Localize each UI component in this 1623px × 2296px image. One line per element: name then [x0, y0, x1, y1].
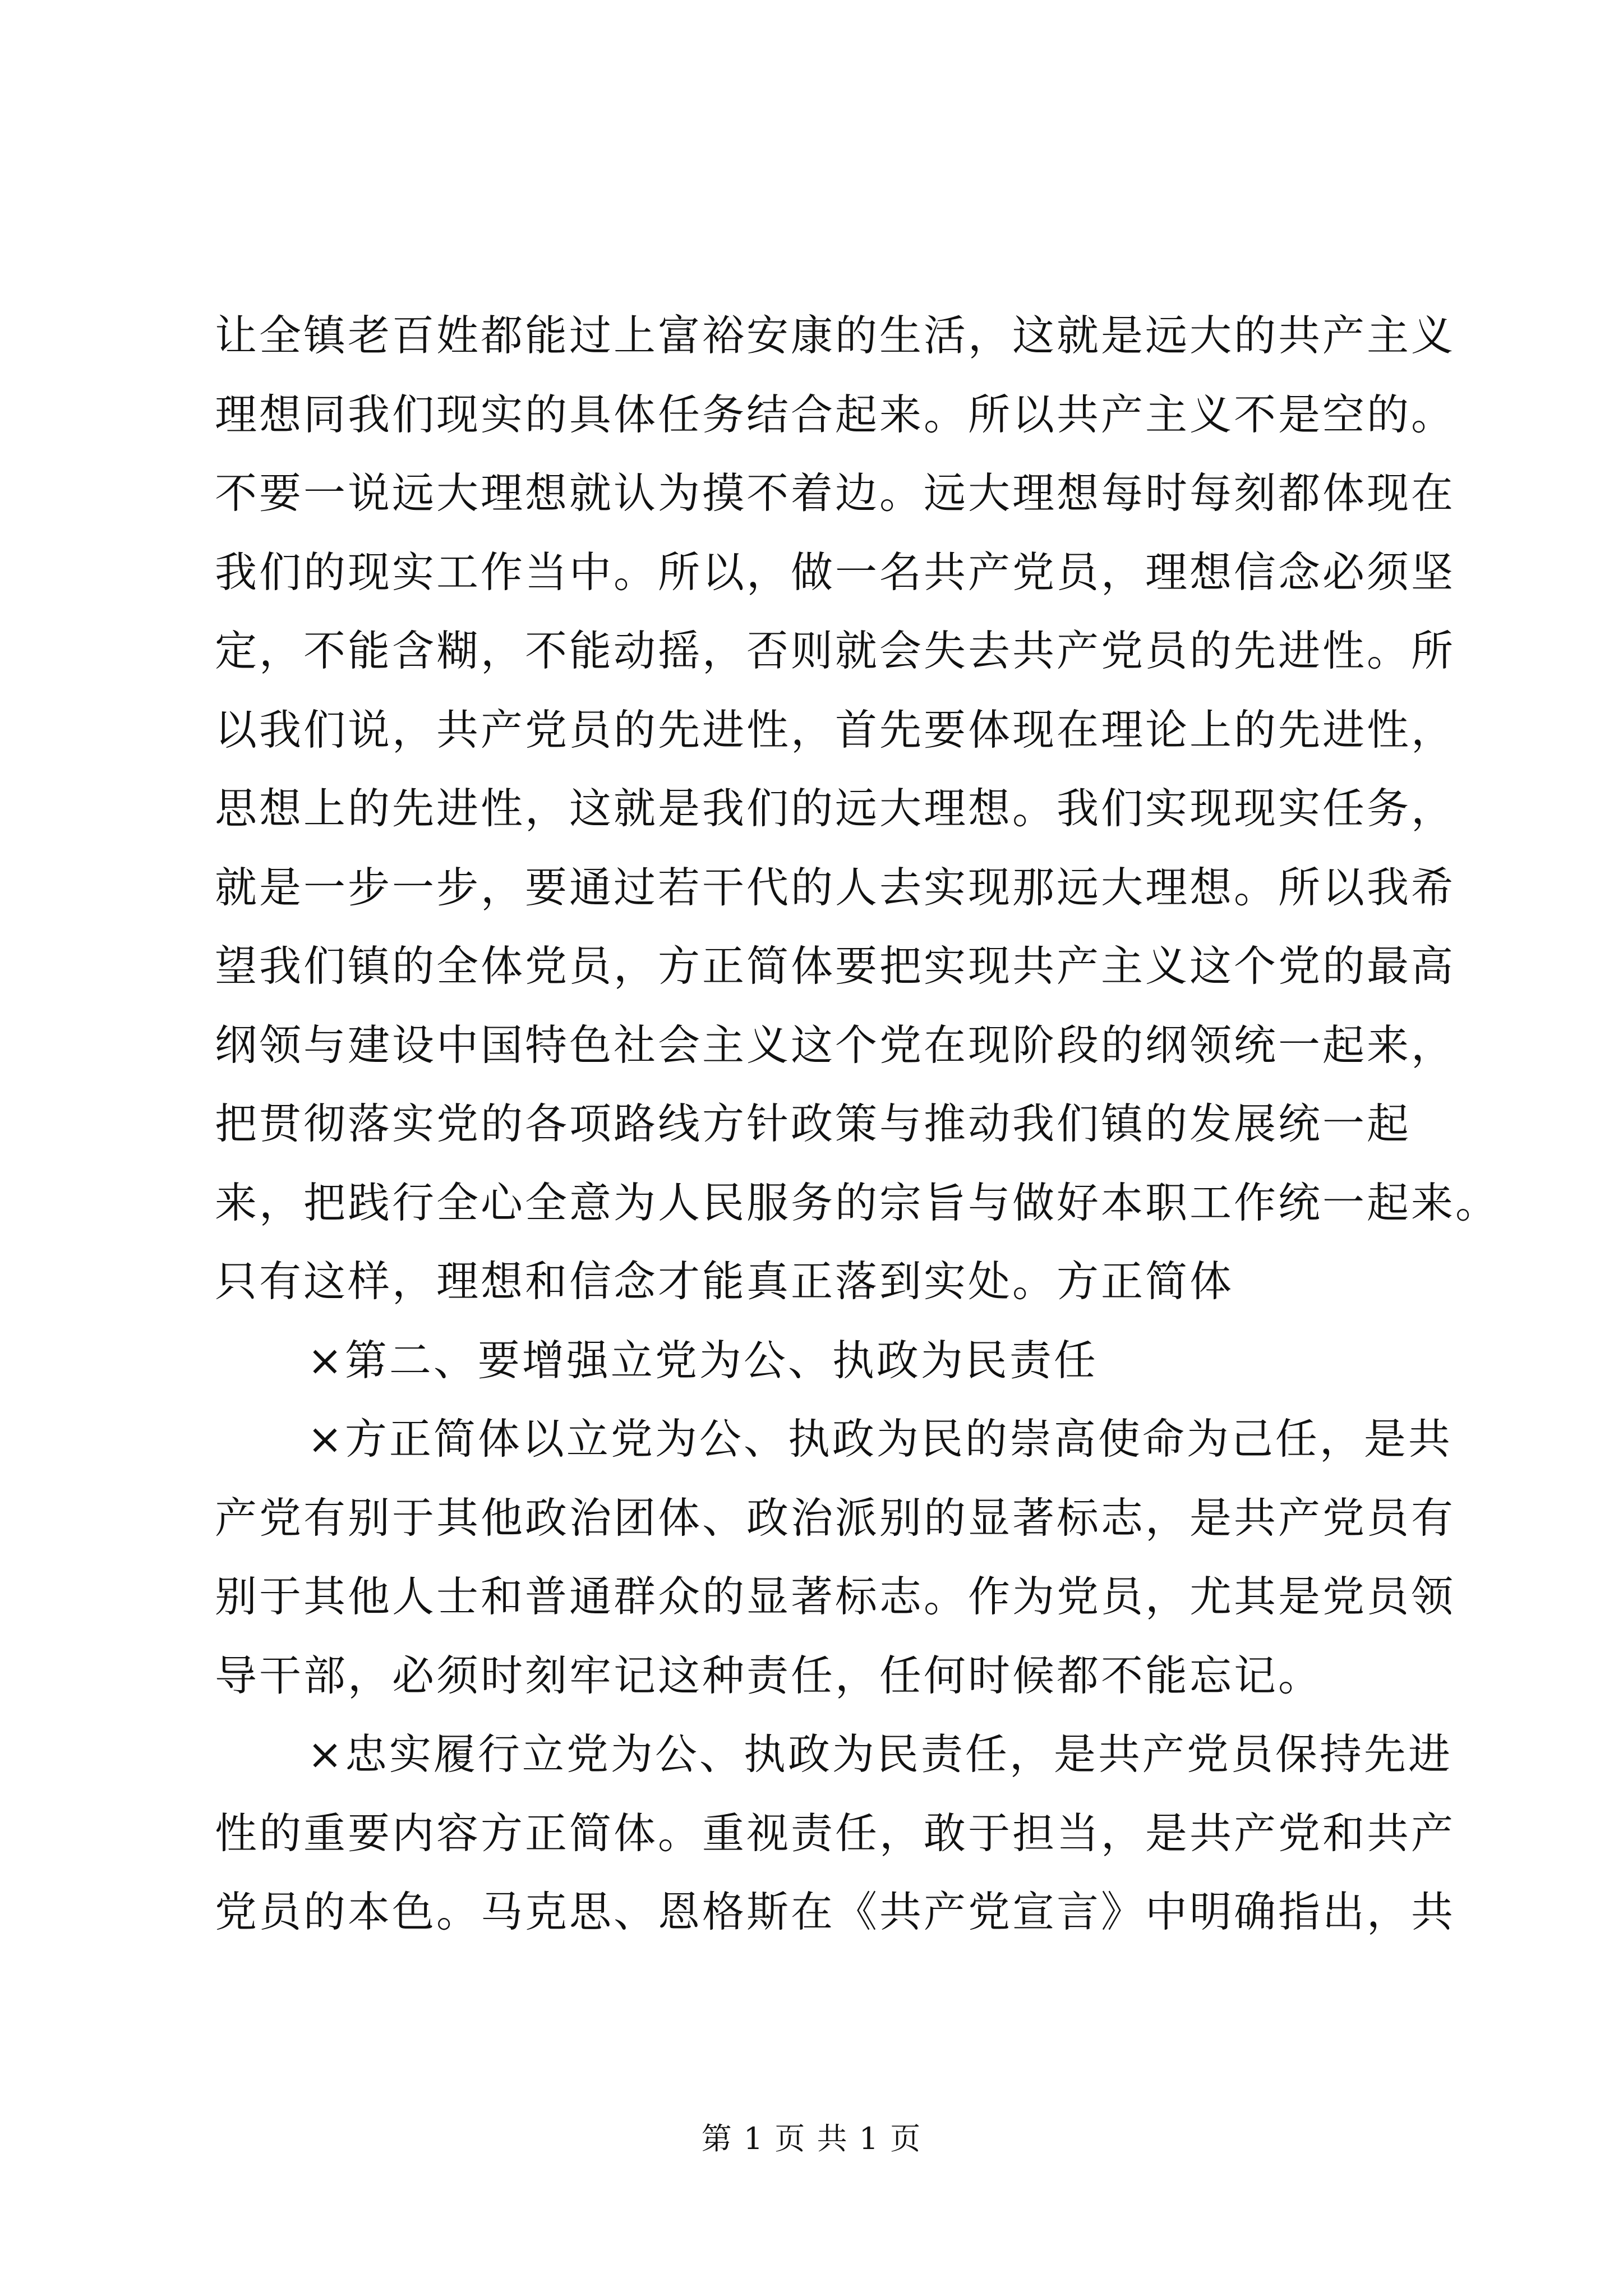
text-line: 让全镇老百姓都能过上富裕安康的生活，这就是远大的共产主义 — [215, 311, 1456, 360]
text-line: 导干部，必须时刻牢记这种责任，任何时候都不能忘记。 — [215, 1650, 1323, 1700]
text-line: 产党有别于其他政治团体、政治派别的显著标志，是共产党员有 — [215, 1493, 1456, 1543]
body-text — [215, 296, 1500, 1952]
text-line: 不要一说远大理想就认为摸不着边。远大理想每时每刻都体现在 — [215, 468, 1456, 518]
text-line: 望我们镇的全体党员，方正简体要把实现共产主义这个党的最高 — [215, 941, 1456, 991]
paragraph-start-line: ×忠实履行立党为公、执政为民责任，是共产党员保持先进 — [307, 1729, 1453, 1779]
paragraph-start-line: ×方正简体以立党为公、执政为民的崇高使命为己任，是共 — [307, 1414, 1453, 1464]
text-line: 理想同我们现实的具体任务结合起来。所以共产主义不是空的。 — [215, 389, 1456, 439]
text-line: 来，把践行全心全意为人民服务的宗旨与做好本职工作统一起来。 — [215, 1177, 1500, 1227]
section-heading: ×第二、要增强立党为公、执政为民责任 — [307, 1335, 1098, 1385]
text-line: 别于其他人士和普通群众的显著标志。作为党员，尤其是党员领 — [215, 1572, 1456, 1621]
page-number-label: 第 1 页 共 1 页 — [701, 2121, 922, 2156]
text-line: 只有这样，理想和信念才能真正落到实处。方正简体 — [215, 1257, 1234, 1306]
text-line: 把贯彻落实党的各项路线方针政策与推动我们镇的发展统一起 — [215, 1099, 1412, 1148]
text-line: 定，不能含糊，不能动摇，否则就会失去共产党员的先进性。所 — [215, 626, 1456, 675]
text-line: 党员的本色。马克思、恩格斯在《共产党宣言》中明确指出，共 — [215, 1887, 1456, 1936]
text-line: 就是一步一步，要通过若干代的人去实现那远大理想。所以我希 — [215, 862, 1456, 912]
text-line: 纲领与建设中国特色社会主义这个党在现阶段的纲领统一起来， — [215, 1020, 1456, 1070]
page-footer — [0, 2115, 1623, 2158]
text-line: 思想上的先进性，这就是我们的远大理想。我们实现现实任务， — [215, 784, 1456, 833]
text-line: 性的重要内容方正简体。重视责任，敢于担当，是共产党和共产 — [215, 1808, 1456, 1858]
text-line: 我们的现实工作当中。所以，做一名共产党员，理想信念必须坚 — [215, 547, 1456, 597]
text-line: 以我们说，共产党员的先进性，首先要体现在理论上的先进性， — [215, 705, 1456, 754]
